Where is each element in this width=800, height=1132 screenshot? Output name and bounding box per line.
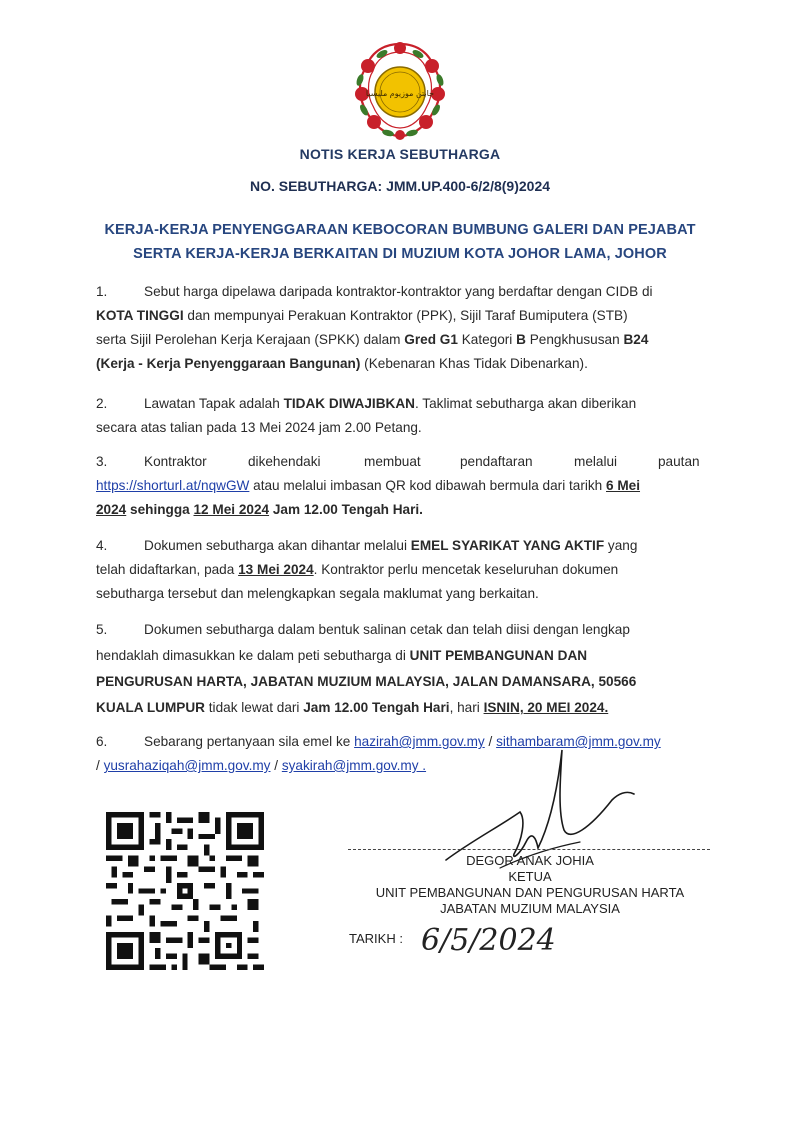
paragraph-text: Dokumen sebutharga akan dihantar melalui bbox=[144, 538, 411, 553]
address-city: KUALA LUMPUR bbox=[96, 700, 205, 715]
sentence-end: . bbox=[418, 758, 427, 773]
separator: / bbox=[484, 734, 497, 749]
start-date-year: 2024 bbox=[96, 502, 127, 517]
category-text: B bbox=[516, 332, 526, 347]
item-number: 5. bbox=[96, 622, 108, 637]
end-date: 12 Mei 2024 bbox=[193, 502, 270, 517]
paragraph-word: pautan bbox=[658, 454, 700, 469]
item-number: 4. bbox=[96, 538, 108, 553]
date-label: TARIKH : bbox=[349, 931, 403, 946]
location-text: KOTA TINGGI bbox=[96, 308, 184, 323]
paragraph-text: Pengkhususan bbox=[525, 332, 624, 347]
address-text: UNIT PEMBANGUNAN DAN bbox=[409, 648, 588, 663]
paragraph-text: Jam 12.00 Tengah Hari. bbox=[269, 502, 423, 517]
start-date: 6 Mei bbox=[606, 478, 641, 493]
signatory-name: DEGOR ANAK JOHIA bbox=[466, 853, 594, 868]
item-number: 3. bbox=[96, 454, 108, 469]
separator: / bbox=[96, 758, 104, 773]
subject-line-1: KERJA-KERJA PENYENGGARAAN KEBOCORAN BUMBUNG GALERI DAN PEJABAT bbox=[104, 222, 696, 238]
registration-link[interactable]: https://shorturl.at/nqwGW bbox=[96, 478, 250, 493]
grade-text: Gred G1 bbox=[404, 332, 458, 347]
paragraph-word: membuat bbox=[364, 454, 421, 469]
delivery-date: 13 Mei 2024 bbox=[238, 562, 314, 577]
paragraph-text: Lawatan Tapak adalah bbox=[144, 396, 284, 411]
email-link-2[interactable]: sithambaram@jmm.gov.my bbox=[496, 734, 661, 749]
svg-text:6/5/2024: 6/5/2024 bbox=[421, 923, 556, 958]
deadline-time: Jam 12.00 Tengah Hari bbox=[303, 700, 450, 715]
paragraph-word: Kontraktor bbox=[144, 454, 207, 469]
separator: / bbox=[270, 758, 282, 773]
paragraph-text: dan mempunyai Perakuan Kontraktor (PPK), Sijil Taraf Bumiputera (STB) bbox=[183, 308, 628, 323]
paragraph-text: sebutharga tersebut dan melengkapkan segala maklumat yang berkaitan. bbox=[96, 586, 539, 601]
item-number: 6. bbox=[96, 734, 108, 749]
paragraph-text: hendaklah dimasukkan ke dalam peti sebutharga di bbox=[96, 648, 410, 663]
deadline-date: ISNIN, 20 MEI 2024. bbox=[483, 700, 609, 715]
paragraph-text: . Taklimat sebutharga akan diberikan bbox=[414, 396, 637, 411]
address-text: PENGURUSAN HARTA, JABATAN MUZIUM MALAYSIA, JALAN DAMANSARA, 50566 bbox=[96, 674, 637, 689]
reference-number: NO. SEBUTHARGA: JMM.UP.400-6/2/8(9)2024 bbox=[249, 178, 551, 194]
paragraph-word: melalui bbox=[574, 454, 618, 469]
specialisation-text: B24 bbox=[623, 332, 649, 347]
signatory-position: KETUA bbox=[508, 869, 552, 884]
handwritten-date bbox=[415, 912, 575, 962]
svg-text:جابتن موزيوم مليسيا: جابتن موزيوم مليسيا bbox=[365, 89, 435, 98]
email-link-1[interactable]: hazirah@jmm.gov.my bbox=[354, 734, 485, 749]
qr-code-icon[interactable] bbox=[106, 812, 264, 970]
paragraph-text: yang bbox=[604, 538, 638, 553]
paragraph-text: tidak lewat dari bbox=[205, 700, 304, 715]
site-visit-status: TIDAK DIWAJIBKAN bbox=[283, 396, 415, 411]
signatory-department: JABATAN MUZIUM MALAYSIA bbox=[440, 901, 620, 916]
paragraph-text: , hari bbox=[449, 700, 484, 715]
paragraph-word: pendaftaran bbox=[460, 454, 533, 469]
paragraph-text: Dokumen sebutharga dalam bentuk salinan cetak dan telah diisi dengan lengkap bbox=[144, 622, 630, 637]
paragraph-text: atau melalui imbasan QR kod dibawah bermula dari tarikh bbox=[249, 478, 607, 493]
paragraph-text: (Kebenaran Khas Tidak Dibenarkan). bbox=[360, 356, 588, 371]
paragraph-text: Sebarang pertanyaan sila emel ke bbox=[144, 734, 355, 749]
museum-emblem-icon bbox=[348, 38, 452, 142]
item-number: 1. bbox=[96, 284, 108, 299]
paragraph-text: telah didaftarkan, pada bbox=[96, 562, 239, 577]
delivery-method: EMEL SYARIKAT YANG AKTIF bbox=[410, 538, 605, 553]
signature-line bbox=[348, 849, 710, 850]
paragraph-text: sehingga bbox=[126, 502, 194, 517]
paragraph-text: Kategori bbox=[457, 332, 517, 347]
subject-line-2: SERTA KERJA-KERJA BERKAITAN DI MUZIUM KOTA JOHOR LAMA, JOHOR bbox=[133, 246, 667, 262]
paragraph-word: dikehendaki bbox=[248, 454, 321, 469]
paragraph-text: . Kontraktor perlu mencetak keseluruhan dokumen bbox=[313, 562, 619, 577]
item-number: 2. bbox=[96, 396, 108, 411]
paragraph-text: secara atas talian pada 13 Mei 2024 jam 2.00 Petang. bbox=[96, 420, 422, 435]
email-link-4[interactable]: syakirah@jmm.gov.my bbox=[281, 758, 419, 773]
paragraph-text: serta Sijil Perolehan Kerja Kerajaan (SPKK) dalam bbox=[96, 332, 405, 347]
notice-title: NOTIS KERJA SEBUTHARGA bbox=[299, 146, 501, 162]
paragraph-text: Sebut harga dipelawa daripada kontraktor-kontraktor yang berdaftar dengan CIDB di bbox=[144, 284, 653, 299]
specialisation-desc: (Kerja - Kerja Penyenggaraan Bangunan) bbox=[96, 356, 361, 371]
email-link-3[interactable]: yusrahaziqah@jmm.gov.my bbox=[103, 758, 271, 773]
signatory-unit: UNIT PEMBANGUNAN DAN PENGURUSAN HARTA bbox=[375, 885, 685, 900]
